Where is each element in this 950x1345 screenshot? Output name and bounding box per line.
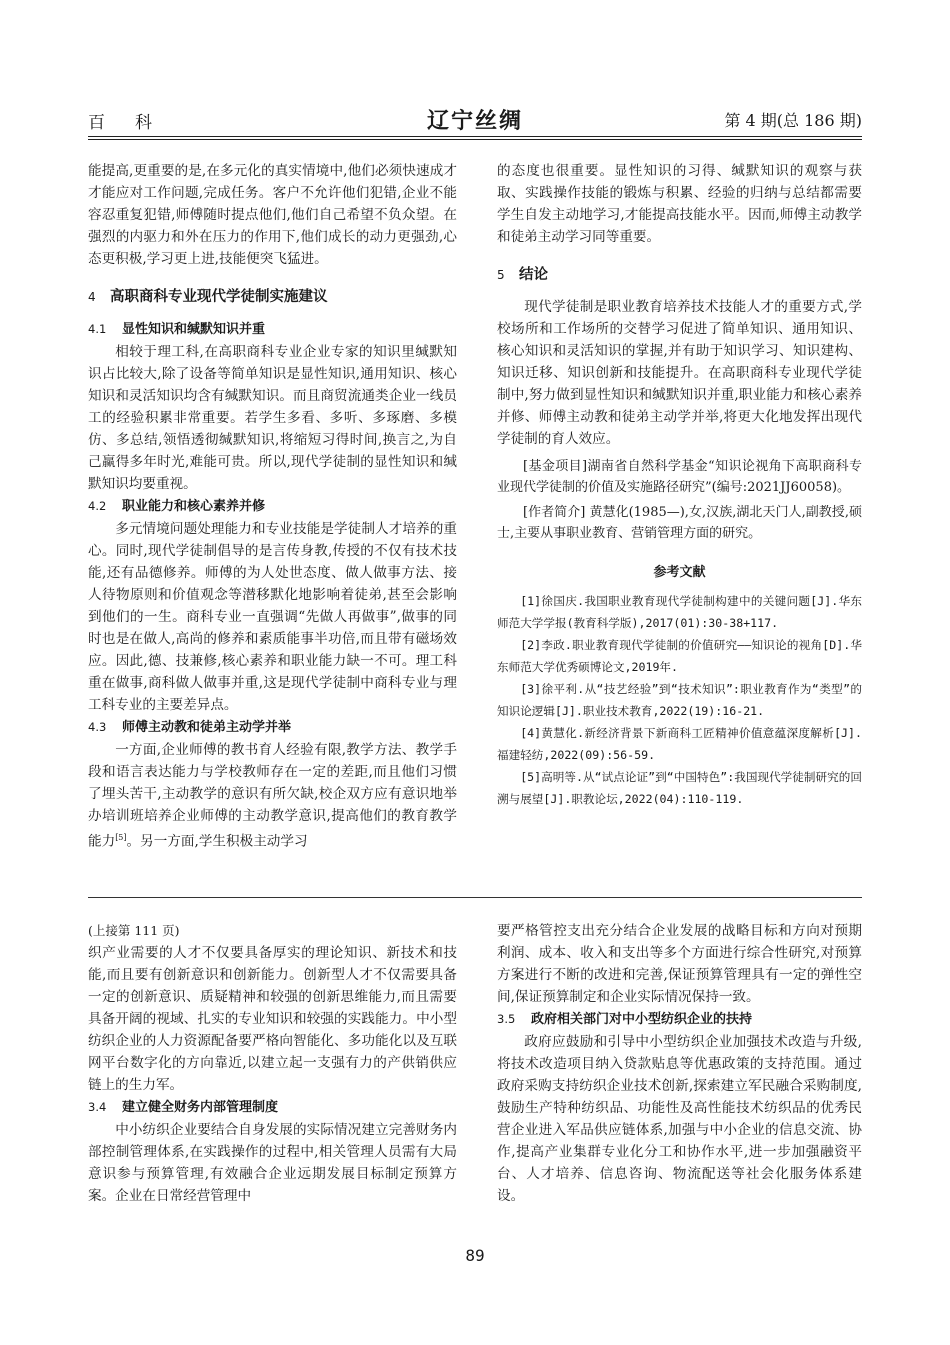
subsection-heading-3-5 bbox=[497, 1008, 862, 1031]
paragraph-text: 。另一方面,学生积极主动学习 bbox=[126, 833, 308, 850]
subsection-number: 3.4 bbox=[88, 1100, 107, 1114]
reference-item: [3]徐平利.从“技艺经验”到“技术知识”:职业教育作为“类型”的知识论逻辑[J].职业技术教育,2022(19):16-21. bbox=[497, 682, 862, 718]
page-number: 89 bbox=[465, 1246, 485, 1265]
header-rule-thin bbox=[88, 139, 862, 140]
references-heading: 参考文献 bbox=[653, 565, 706, 580]
reference-list bbox=[497, 590, 862, 810]
reference-item: [2]李政.职业教育现代学徒制的价值研究——知识论的视角[D].华东师范大学优秀硕博论文,2019年. bbox=[497, 638, 862, 674]
paragraph: 的态度也很重要。显性知识的习得、缄默知识的观察与获取、实践操作技能的锻炼与积累、经验的归纳与总结都需要学生自发主动地学习,才能提高技能水平。因而,师傅主动教学和徒弟主动学习同等重要。 bbox=[497, 163, 862, 245]
subsection-number: 3.5 bbox=[497, 1012, 516, 1026]
header-issue: 第 4 期(总 186 期) bbox=[724, 111, 862, 130]
subsection-title: 职业能力和核心素养并修 bbox=[122, 499, 266, 514]
subsection-heading-3-4 bbox=[88, 1096, 457, 1119]
paragraph: 现代学徒制是职业教育培养技术技能人才的重要方式,学校场所和工作场所的交替学习促进了简单知识、通用知识、核心知识和灵活知识的掌握,并有助于知识学习、知识建构、知识迁移、知识创新和技能提升。在高职商科专业现代学徒制中,努力做到显性知识和缄默知识并重,职业能力和核心素养并修、师傅主动教和徒弟主动学并举,将更大化地发挥出现代学徒制的育人效应。 bbox=[497, 299, 862, 447]
paragraph: 多元情境问题处理能力和专业技能是学徒制人才培养的重心。同时,现代学徒制倡导的是言传身教,传授的不仅有技术技能,还有品德修养。师傅的为人处世态度、做人做事方法、接人待物原则和价值观念等潜移默化地影响着徒弟,甚至会影响到他们的一生。商科专业一直强调“先做人再做事”,做事的同时也是在做人,高尚的修养和素质能事半功倍,而且带有磁场效应。因此,德、技兼修,核心素养和职业能力缺一不可。理工科重在做事,商科做人做事并重,这是现代学徒制中商科专业与理工科专业的主要差异点。 bbox=[88, 521, 457, 713]
article-separator bbox=[88, 897, 862, 898]
subsection-heading-4-1 bbox=[88, 318, 457, 341]
header-rule-thick bbox=[88, 136, 862, 137]
header-section: 百科 bbox=[88, 113, 182, 133]
section-heading-5 bbox=[497, 264, 862, 286]
subsection-number: 4.1 bbox=[88, 322, 107, 336]
subsection-title: 政府相关部门对中小型纺织企业的扶持 bbox=[531, 1012, 753, 1027]
paragraph: 政府应鼓励和引导中小型纺织企业加强技术改造与升级,将技术改造项目纳入贷款贴息等优惠政策的支持范围。通过政府采购支持纺织企业技术创新,探索建立军民融合采购制度,鼓励生产特种纺织品、功能性及高性能技术纺织品的优秀民营企业进入军品供应链体系,加强与中小企业的信息交流、协作,提高产业集群专业化分工和协作水平,进一步加强融资平台、人才培养、信息咨询、物流配送等社会化服务体系建设。 bbox=[497, 1034, 862, 1204]
paragraph: 织产业需要的人才不仅要具备厚实的理论知识、新技术和技能,而且要有创新意识和创新能力。创新型人才不仅需要具备一定的创新意识、质疑精神和较强的创新思维能力,而且需要具备开阔的视域、扎实的专业知识和较强的实践能力。中小型纺织企业的人力资源配备要严格向智能化、多功能化以及互联网平台数字化的方向靠近,以建立起一支强有力的产供销供应链上的生力军。 bbox=[88, 945, 457, 1093]
continued-note: (上接第 111 页) bbox=[88, 923, 180, 938]
bottom-left-column bbox=[88, 920, 457, 1207]
paragraph-text: 一方面,企业师傅的教书育人经验有限,教学方法、教学手段和语言表达能力与学校教师存在一定的差距,而且他们习惯了埋头苦干,主动教学的意识有所欠缺,校企双方应有意识地举办培训班培养企业师傅的主动教学意识,提高他们的教育教学能力 bbox=[88, 742, 457, 850]
paragraph: 相较于理工科,在高职商科专业企业专家的知识里缄默知识占比较大,除了设备等简单知识是显性知识,通用知识、核心知识和灵活知识均含有缄默知识。而且商贸流通类企业一线员工的经验积累非常重要。若学生多看、多听、多琢磨、多模仿、多总结,领悟透彻缄默知识,将缩短习得时间,换言之,为自己赢得多年时光,难能可贵。所以,现代学徒制的显性知识和缄默知识均要重视。 bbox=[88, 344, 457, 492]
section-heading-4 bbox=[88, 286, 457, 308]
paragraph: 能提高,更重要的是,在多元化的真实情境中,他们必须快速成才才能应对工作问题,完成任务。客户不允许他们犯错,企业不能容忍重复犯错,师傅随时提点他们,他们自己希望不负众望。在强烈的内驱力和外在压力的作用下,他们成长的动力更强劲,心态更积极,学习更上进,技能便突飞猛进。 bbox=[88, 163, 457, 267]
citation-ref: [5] bbox=[115, 833, 127, 842]
section-number: 4 bbox=[88, 290, 96, 304]
top-left-column bbox=[88, 160, 457, 853]
subsection-heading-4-2 bbox=[88, 495, 457, 518]
subsection-heading-4-3 bbox=[88, 716, 457, 739]
fund-note: [基金项目]湖南省自然科学基金“知识论视角下高职商科专业现代学徒制的价值及实施路径研究”(编号:2021JJ60058)。 bbox=[497, 459, 862, 495]
subsection-number: 4.3 bbox=[88, 720, 107, 734]
running-header bbox=[88, 104, 862, 134]
subsection-number: 4.2 bbox=[88, 499, 107, 513]
reference-item: [5]高明等.从“试点论证”到“中国特色”:我国现代学徒制研究的回溯与展望[J].职教论坛,2022(04):110-119. bbox=[497, 770, 862, 806]
section-title: 高职商科专业现代学徒制实施建议 bbox=[110, 289, 328, 305]
paragraph: 中小纺织企业要结合自身发展的实际情况建立完善财务内部控制管理体系,在实践操作的过程中,相关管理人员需有大局意识参与预算管理,有效融合企业远期发展目标制定预算方案。企业在日常经营管理中 bbox=[88, 1122, 457, 1204]
subsection-title: 建立健全财务内部管理制度 bbox=[122, 1100, 279, 1115]
paragraph: 要严格管控支出充分结合企业发展的战略目标和方向对预期利润、成本、收入和支出等多个方面进行综合性研究,对预算方案进行不断的改进和完善,保证预算管理具有一定的弹性空间,保证预算制定和企业实际情况保持一致。 bbox=[497, 923, 862, 1005]
bottom-right-column bbox=[497, 920, 862, 1207]
author-note: [作者简介] 黄慧化(1985—),女,汉族,湖北天门人,副教授,硕士,主要从事职业教育、营销管理方面的研究。 bbox=[497, 505, 862, 541]
reference-item: [4]黄慧化.新经济背景下新商科工匠精神价值意蕴深度解析[J].福建轻纺,2022(09):56-59. bbox=[497, 726, 862, 762]
top-right-column bbox=[497, 160, 862, 810]
subsection-title: 师傅主动教和徒弟主动学并举 bbox=[122, 720, 292, 735]
subsection-title: 显性知识和缄默知识并重 bbox=[122, 322, 266, 337]
section-title: 结论 bbox=[519, 267, 548, 283]
paragraph bbox=[88, 739, 457, 853]
reference-item: [1]徐国庆.我国职业教育现代学徒制构建中的关键问题[J].华东师范大学学报(教育科学版),2017(01):30-38+117. bbox=[497, 594, 862, 630]
section-number: 5 bbox=[497, 268, 505, 282]
header-journal-title: 辽宁丝绸 bbox=[426, 108, 523, 134]
